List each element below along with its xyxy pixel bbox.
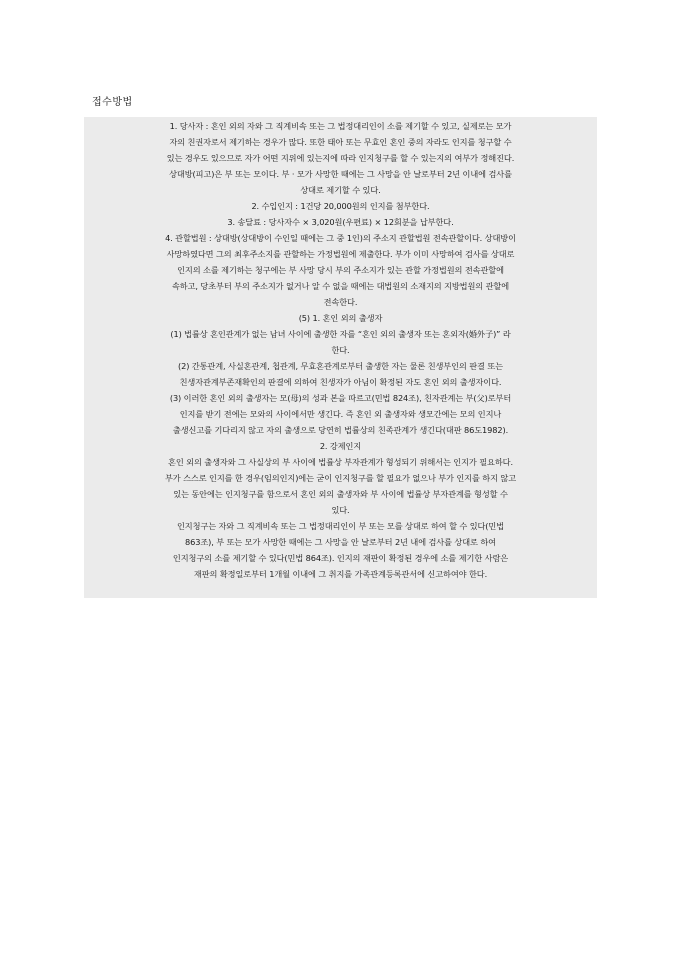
text-line-1: 1. 당사자 : 혼인 외의 자와 그 직계비속 또는 그 법정대리인이 소를 제기할 수 있고, 실제로는 모가 xyxy=(169,121,512,131)
text-line-16: (2) 간통관계, 사실혼관계, 첩관계, 무효혼관계로부터 출생한 자는 물론 친생부인의 판결 또는 xyxy=(178,361,503,371)
text-line-18: (3) 이러한 혼인 외의 출생자는 모(母)의 성과 본을 따르고(민법 824조), 친자관계는 부(父)로부터 xyxy=(169,393,512,403)
text-line-3: 있는 경우도 있으므로 자가 어떤 지위에 있는지에 따라 인지청구를 할 수 있는지의 여부가 정해진다. xyxy=(166,153,515,163)
text-line-15: 한다. xyxy=(331,345,350,355)
text-line-12: 전속한다. xyxy=(323,297,358,307)
text-line-9: 사망하였다면 그의 최후주소지를 관할하는 가정법원에 제출한다. 부가 이미 사망하여 검사를 상대로 xyxy=(166,249,515,259)
text-line-28: 인지청구의 소를 제기할 수 있다(민법 864조). 인지의 재판이 확정된 경우에 소를 제기한 사람은 xyxy=(172,553,509,563)
text-line-22: 혼인 외의 출생자와 그 사실상의 부 사이에 법률상 부자관계가 형성되기 위해서는 인지가 필요하다. xyxy=(168,457,513,467)
text-line-4: 상대방(피고)은 부 또는 모이다. 부 · 모가 사망한 때에는 그 사망을 안 날로부터 2년 이내에 검사를 xyxy=(169,169,512,179)
text-line-23: 부가 스스로 인지를 한 경우(임의인지)에는 굳이 인지청구를 할 필요가 없으나 부가 인지를 하지 않고 xyxy=(164,473,517,483)
text-line-8: 4. 관할법원 : 상대방(상대방이 수인일 때에는 그 중 1인)의 주소지 관할법원 전속관할이다. 상대방이 xyxy=(165,233,516,243)
text-line-5: 상대로 제기할 수 있다. xyxy=(300,185,381,195)
text-line-20: 출생신고를 기다리지 않고 자의 출생으로 당연히 법률상의 친족관계가 생긴다(대판 86도1982). xyxy=(172,425,509,435)
page-heading: 접수방법 xyxy=(92,97,133,108)
text-line-2: 자의 친권자로서 제기하는 경우가 많다. 또한 태아 또는 무효인 혼인 중의 자라도 인지를 청구할 수 xyxy=(169,137,512,147)
text-line-13: (5) 1. 혼인 외의 출생자 xyxy=(298,313,383,323)
text-line-29: 재판의 확정일로부터 1개월 이내에 그 취지를 가족관계등록관서에 신고하여야 한다. xyxy=(193,569,488,579)
text-line-24: 있는 동안에는 인지청구를 함으로서 혼인 외의 출생자와 부 사이에 법률상 부자관계를 형성할 수 xyxy=(173,489,508,499)
text-line-19: 인지를 받기 전에는 모와의 사이에서만 생긴다. 즉 혼인 외 출생자와 생모간에는 모의 인지나 xyxy=(179,409,502,419)
text-line-11: 속하고, 당초부터 부의 주소지가 없거나 알 수 없을 때에는 대법원의 소재지의 지방법원의 관할에 xyxy=(171,281,510,291)
text-line-17: 친생자관계부존재확인의 판결에 의하여 친생자가 아님이 확정된 자도 혼인 외의 출생자이다. xyxy=(179,377,502,387)
text-line-25: 있다. xyxy=(331,505,350,515)
text-line-10: 인지의 소를 제기하는 청구에는 부 사망 당시 부의 주소지가 있는 관할 가정법원의 전속관할에 xyxy=(177,265,504,275)
text-line-6: 2. 수입인지 : 1건당 20,000원의 인지를 첨부한다. xyxy=(251,201,430,211)
text-line-27: 863조), 부 또는 모가 사망한 때에는 그 사망을 안 날로부터 2년 내에 검사를 상대로 하여 xyxy=(185,537,496,547)
text-line-7: 3. 송달료 : 당사자수 × 3,020원(우편료) × 12회분을 납부한다. xyxy=(227,217,454,227)
text-line-21: 2. 강제인지 xyxy=(319,441,362,451)
text-line-26: 인지청구는 자와 그 직계비속 또는 그 법정대리인이 부 또는 모를 상대로 하여 할 수 있다(민법 xyxy=(176,521,505,531)
text-line-14: (1) 법률상 혼인관계가 없는 남녀 사이에 출생한 자를 “혼인 외의 출생자 또는 혼외자(婚外子)” 라 xyxy=(170,329,511,339)
